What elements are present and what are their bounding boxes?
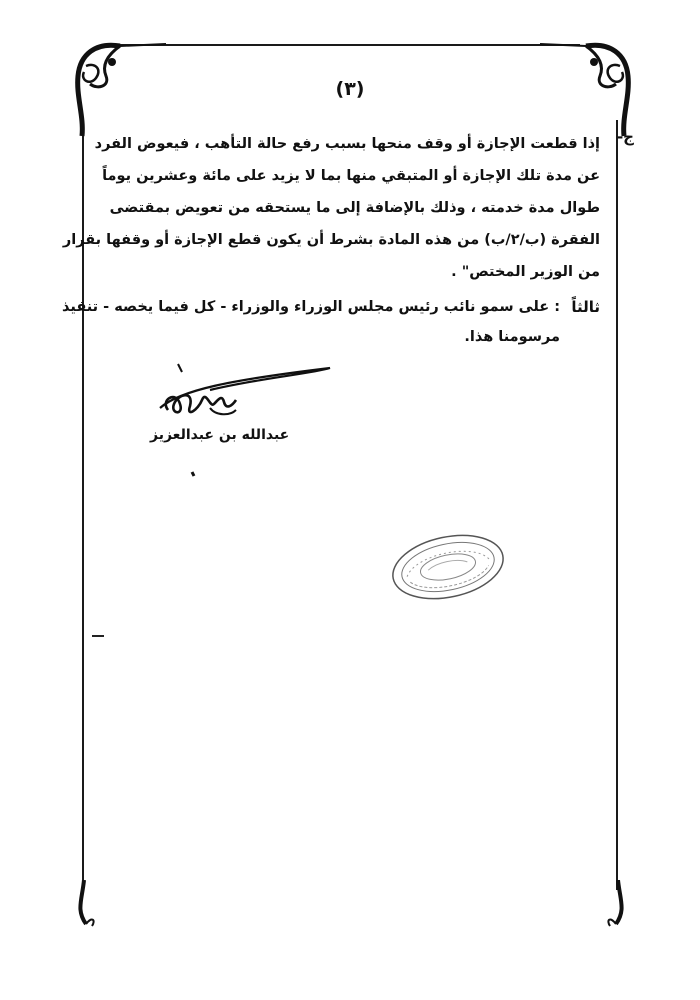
margin-mark	[92, 635, 104, 637]
clause-marker: ج-	[616, 128, 634, 146]
official-stamp	[388, 528, 508, 606]
clause-line: طوال مدة خدمته ، وذلك بالإضافة إلى ما يستحقه من تعويض بمقتضى	[109, 200, 600, 216]
clause-c	[62, 128, 634, 288]
clause-line: من الوزير المختص" .	[451, 264, 600, 280]
page-number: (٣)	[335, 78, 365, 100]
signatory-name: عبدالله بن عبدالعزيز	[150, 427, 290, 443]
corner-ornament-bottom-right	[600, 880, 640, 930]
frame-right-line	[616, 120, 618, 890]
frame-top-line	[120, 44, 580, 46]
handwritten-signature	[140, 360, 340, 480]
article-label: ثالثاً	[571, 298, 600, 316]
clause-line: الفقرة (ب/٢/ب) من هذه المادة بشرط أن يكون قطع الإجازة أو وقفها بقرار	[62, 232, 600, 248]
article-line: : على سمو نائب رئيس مجلس الوزراء والوزراء - كل فيما يخصه - تنفيذ	[62, 299, 560, 315]
clause-line: عن مدة تلك الإجازة أو المتبقي منها بما لا يزيد على مائة وعشرين يوماً	[102, 168, 600, 184]
article-line: مرسومنا هذا.	[464, 329, 560, 345]
corner-ornament-bottom-left	[66, 880, 106, 930]
article-body	[62, 292, 560, 352]
clause-line: إذا قطعت الإجازة أو وقف منحها بسبب رفع حالة التأهب ، فيعوض الفرد	[94, 136, 600, 152]
